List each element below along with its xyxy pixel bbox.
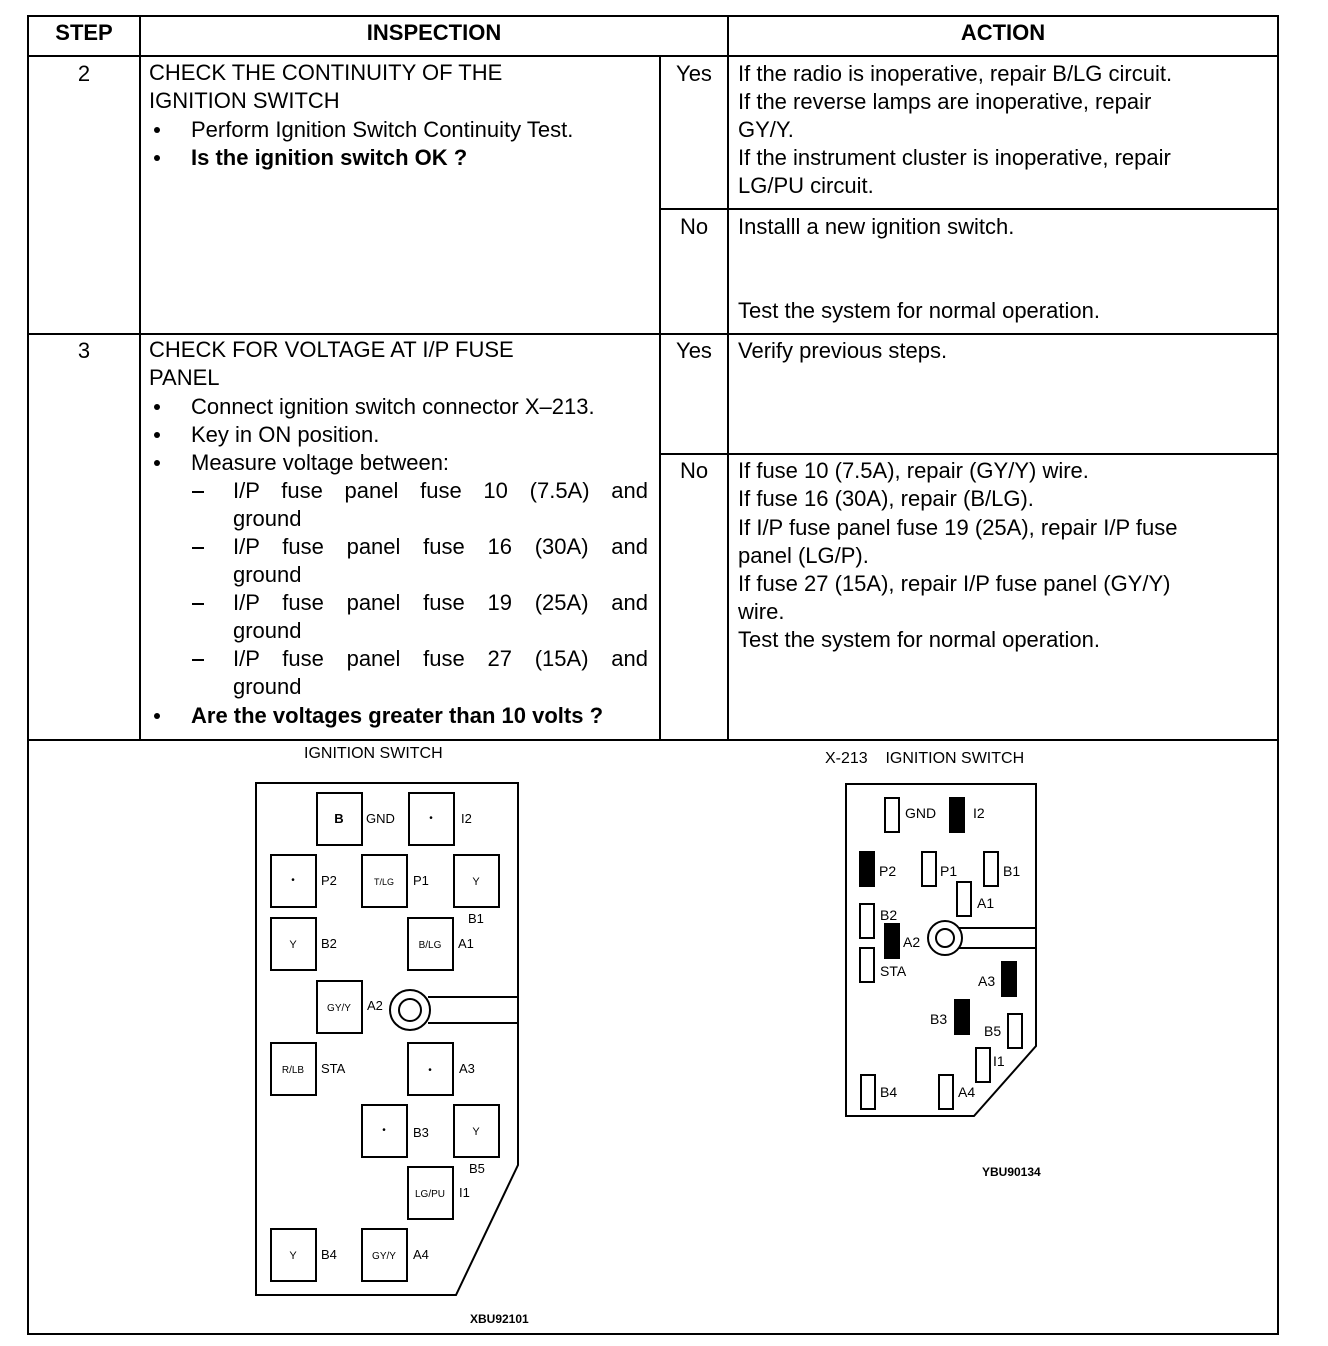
terminal-pin — [950, 798, 964, 832]
step-number: 2 — [77, 61, 91, 86]
terminal-pin — [955, 1000, 969, 1034]
terminal-label: P1 — [940, 863, 958, 879]
action-line: If fuse 16 (30A), repair (B/LG). — [738, 486, 1034, 511]
step-number: 3 — [77, 338, 91, 363]
header-inspection: INSPECTION — [366, 20, 502, 45]
terminal-pin — [939, 1075, 953, 1109]
right-diagram-title: X-213 IGNITION SWITCH — [825, 750, 1025, 767]
terminal-label: B3 — [413, 1125, 429, 1140]
terminal-label: I2 — [461, 811, 472, 826]
terminal-label: GND — [905, 805, 937, 821]
wire-code: • — [429, 813, 433, 824]
no-label: No — [679, 458, 709, 483]
action-line: If the instrument cluster is inoperative, repair — [738, 145, 1171, 170]
action-line: Installl a new ignition switch. — [738, 214, 1015, 239]
step-title-line: IGNITION SWITCH — [149, 88, 340, 113]
terminal-label: GND — [366, 811, 395, 826]
terminal-label: B4 — [880, 1084, 898, 1100]
sub-dash — [192, 491, 204, 493]
action-line: If the reverse lamps are inoperative, repair — [738, 89, 1152, 114]
terminal-pin — [1002, 962, 1016, 996]
terminal-pin — [860, 904, 874, 938]
bullet-question: Is the ignition switch OK ? — [191, 145, 468, 170]
sub-item-line: I/P fuse panel fuse 10 (7.5A) and — [233, 478, 648, 503]
terminal-pin — [957, 882, 971, 916]
terminal-label: B5 — [469, 1161, 485, 1176]
terminal-label: B3 — [930, 1011, 948, 1027]
terminal-label: P2 — [321, 873, 337, 888]
action-line: GY/Y. — [738, 117, 794, 142]
bullet-text: Connect ignition switch connector X–213. — [191, 394, 595, 419]
header-step: STEP — [55, 20, 113, 45]
wire-code: • — [428, 1065, 432, 1076]
terminal-label: B5 — [984, 1023, 1002, 1039]
bullet-text: Key in ON position. — [191, 422, 380, 447]
terminal-pin — [885, 924, 899, 958]
sub-item-line: ground — [233, 674, 302, 699]
terminal-pin — [1008, 1014, 1022, 1048]
bullet-dot — [154, 432, 160, 438]
sub-item-line: ground — [233, 562, 302, 587]
action-line: panel (LG/P). — [738, 543, 869, 568]
terminal-pin — [861, 1075, 875, 1109]
terminal-label: STA — [321, 1061, 346, 1076]
terminal-label: I1 — [993, 1053, 1005, 1069]
action-line: Test the system for normal operation. — [738, 298, 1100, 323]
action-line: LG/PU circuit. — [738, 173, 874, 198]
terminal-label: A3 — [459, 1061, 475, 1076]
wire-code: Y — [289, 939, 297, 951]
bullet-dot — [154, 127, 160, 133]
terminal-label: B1 — [1003, 863, 1021, 879]
sub-item-line: I/P fuse panel fuse 16 (30A) and — [233, 534, 648, 559]
step-title-line: CHECK FOR VOLTAGE AT I/P FUSE — [149, 337, 514, 362]
ignition-switch-diagram — [250, 775, 530, 1305]
action-line: wire. — [738, 599, 785, 624]
terminal-pin — [860, 948, 874, 982]
left-diagram-title: IGNITION SWITCH — [304, 745, 443, 762]
terminal-label: A2 — [903, 934, 921, 950]
wire-code: • — [382, 1125, 386, 1136]
header-action: ACTION — [960, 20, 1046, 45]
sub-item-line: I/P fuse panel fuse 27 (15A) and — [233, 646, 648, 671]
x213-connector-diagram — [840, 778, 1045, 1123]
terminal-label: I2 — [973, 805, 985, 821]
wire-code: • — [291, 875, 295, 886]
terminal-label: P1 — [413, 873, 429, 888]
bullet-dot — [154, 460, 160, 466]
sub-dash — [192, 547, 204, 549]
bullet-dot — [154, 713, 160, 719]
right-diagram-ref: YBU90134 — [982, 1165, 1041, 1179]
terminal-label: A3 — [978, 973, 996, 989]
terminal-label: A1 — [977, 895, 995, 911]
terminal-label: A2 — [367, 998, 383, 1013]
connector-stem — [958, 928, 1036, 948]
bullet-dot — [154, 404, 160, 410]
step-title-line: CHECK THE CONTINUITY OF THE — [149, 60, 503, 85]
connector-ring — [928, 921, 962, 955]
connector-stem — [428, 997, 518, 1023]
terminal-label: A4 — [958, 1084, 976, 1100]
terminal-pin — [860, 852, 874, 886]
wire-code: B/LG — [418, 940, 442, 951]
action-line: If I/P fuse panel fuse 19 (25A), repair I/P fuse — [738, 515, 1178, 540]
wire-code: Y — [289, 1250, 297, 1262]
terminal-label: STA — [880, 963, 907, 979]
bullet-dot — [154, 155, 160, 161]
terminal-label: B2 — [880, 907, 898, 923]
terminal-label: B2 — [321, 936, 337, 951]
wire-code: GY/Y — [327, 1003, 351, 1014]
wire-code: LG/PU — [414, 1189, 446, 1200]
sub-item-line: ground — [233, 506, 302, 531]
terminal-pin — [922, 852, 936, 886]
sub-item-line: ground — [233, 618, 302, 643]
terminal-label: B1 — [468, 911, 484, 926]
terminal-label: P2 — [879, 863, 897, 879]
connector-ring — [390, 990, 430, 1030]
bullet-text: Perform Ignition Switch Continuity Test. — [191, 117, 574, 142]
wire-code: B — [334, 811, 344, 826]
yes-label: Yes — [676, 338, 712, 363]
wire-code: GY/Y — [372, 1251, 396, 1262]
sub-dash — [192, 659, 204, 661]
terminal-pin — [885, 798, 899, 832]
left-diagram-ref: XBU92101 — [470, 1312, 529, 1326]
connector-body-outline — [256, 783, 518, 1295]
wire-code: Y — [472, 1126, 480, 1138]
action-line: Test the system for normal operation. — [738, 627, 1100, 652]
terminal-label: A1 — [458, 936, 474, 951]
terminal-label: B4 — [321, 1247, 337, 1262]
sub-item-line: I/P fuse panel fuse 19 (25A) and — [233, 590, 648, 615]
terminal-pin — [984, 852, 998, 886]
wire-code: T/LG — [373, 877, 395, 887]
bullet-text: Measure voltage between: — [191, 450, 450, 475]
terminal-label: I1 — [459, 1185, 470, 1200]
step-title-line: PANEL — [149, 365, 220, 390]
no-label: No — [679, 214, 709, 239]
wire-code: R/LB — [281, 1065, 305, 1076]
bullet-question: Are the voltages greater than 10 volts ? — [191, 703, 604, 728]
terminal-pin — [976, 1048, 990, 1082]
action-line: Verify previous steps. — [738, 338, 948, 363]
action-line: If fuse 27 (15A), repair I/P fuse panel (GY/Y) — [738, 571, 1171, 596]
sub-dash — [192, 603, 204, 605]
terminal-label: A4 — [413, 1247, 429, 1262]
action-line: If the radio is inoperative, repair B/LG circuit. — [738, 61, 1173, 86]
wire-code: Y — [472, 876, 480, 888]
yes-label: Yes — [676, 61, 712, 86]
action-line: If fuse 10 (7.5A), repair (GY/Y) wire. — [738, 458, 1089, 483]
